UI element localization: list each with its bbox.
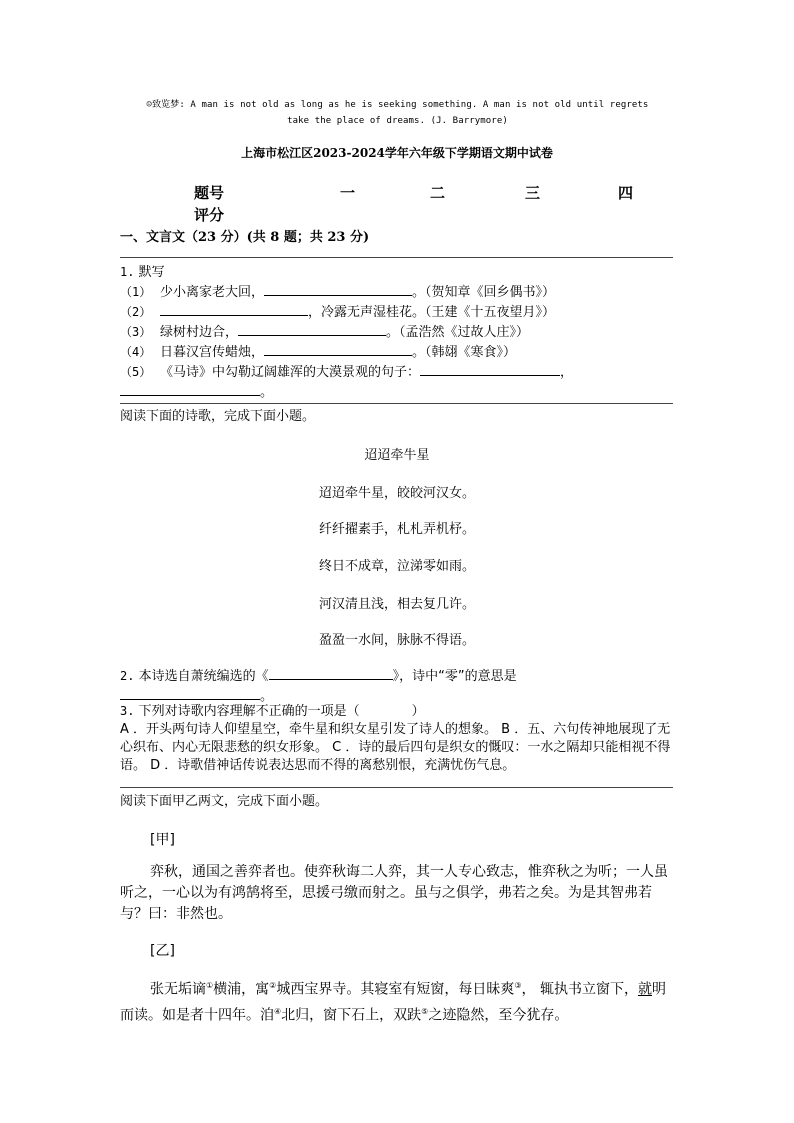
question-1 [120,263,675,402]
motto-line-2: take the place of dreams. (J. Barrymore) [287,116,508,126]
score-row-2-label: 评分 [194,206,225,224]
question-2: 2. 本诗选自萧统编选的《 》，诗中“零”的意思是 。 [120,666,675,706]
score-col-3: 三 [525,184,541,202]
score-row-label: 题号 [194,184,225,202]
page-title: 上海市松江区2023-2024学年六年级下学期语文期中试卷 [241,146,553,160]
poem-line: 迢迢牵牛星，皎皎河汉女。 [318,486,475,501]
answer-blank[interactable] [269,666,393,680]
q1-item-4: （4） 日暮汉宫传蜡烛， 。（韩翃《寒食》） [120,342,675,362]
section-1-heading: 一、文言文（23 分）(共 8 题；共 23 分) [120,230,370,245]
score-table [0,180,794,224]
score-col-2: 二 [430,184,446,202]
q1-item-1: （1） 少小离家老大回， 。（贺知章《回乡偶书》） [120,282,675,302]
poem-intro: 阅读下面的诗歌，完成下面小题。 [120,409,316,424]
answer-blank[interactable] [120,382,260,396]
answer-blank[interactable] [264,282,412,296]
answer-blank[interactable] [264,342,412,356]
q1-item-2: （2） ，冷露无声湿桂花。（王建《十五夜望月》） [120,302,675,322]
passage-jia: 弈秋，通国之善弈者也。使弈秋诲二人弈，其一人专心致志，惟弈秋之为听；一人虽听之，一心以为有鸿鹄将至，思援弓缴而射之。虽与之俱学，弗若之矣。为是其智弗若与？曰：非然也。 [120,864,668,922]
motto [120,97,675,129]
answer-blank[interactable] [120,686,260,700]
answer-blank[interactable] [238,322,386,336]
question-3 [120,702,675,775]
poem-line: 纤纤擢素手，札札弄机杼。 [318,522,475,537]
motto-line-1: ☺致览梦: A man is not old as long as he is seeking something. A man is not old until regrets [146,100,649,110]
poem-title: 迢迢牵牛星 [364,448,430,463]
option-a[interactable]: A ．开头两句诗人仰望星空，牵牛星和织女星引发了诗人的想象。 [120,722,498,737]
question-3-options [120,721,675,775]
passage-yi-tag: [乙] [150,943,175,959]
underlined-word: 就 [637,981,652,998]
option-c[interactable]: C ．诗的最后四句是织女的慨叹：一水之隔却只能相视不得语。 [120,740,671,773]
option-d[interactable]: D ．诗歌借神话传说表达思而不得的离愁别恨，充满忧伤气息。 [150,758,516,773]
passage-yi: 张无垢谪①横浦，寓②城西宝界寺。其寝室有短窗，每日昧爽③， 辄执书立窗下，就明而读。如是者十四年。洎④北归，窗下石上，双趺⑤之迹隐然，至今犹存。 [120,981,666,1024]
question-3-number: 3. [120,704,135,718]
score-col-4: 四 [618,184,634,202]
q1-item-3: （3） 绿树村边合， 。（孟浩然《过故人庄》） [120,322,675,342]
poem-line: 终日不成章，泣涕零如雨。 [318,559,475,574]
divider [120,403,673,404]
q1-item-5-cont: 。 [120,382,675,402]
question-1-title: 默写 [138,265,165,280]
question-2-number: 2. [120,669,135,683]
score-col-1: 一 [340,184,356,202]
passage-jia-tag: [甲] [150,832,175,848]
divider [120,787,673,788]
answer-blank[interactable] [160,302,308,316]
option-b[interactable]: B ．五、六句传神地展现了无心织布、内心无限悲愁的织女形象。 [120,722,671,755]
q1-item-5: （5） 《马诗》中勾勒辽阔雄浑的大漠景观的句子： ， [120,362,675,382]
question-3-stem: 下列对诗歌内容理解不正确的一项是（ ） [138,704,425,719]
answer-blank[interactable] [420,362,560,376]
poem-line: 盈盈一水间，脉脉不得语。 [318,633,475,648]
divider [120,257,673,258]
question-1-number: 1. [120,265,135,279]
reading-intro: 阅读下面甲乙两文，完成下面小题。 [120,794,329,809]
poem-line: 河汉清且浅，相去复几许。 [318,597,475,612]
